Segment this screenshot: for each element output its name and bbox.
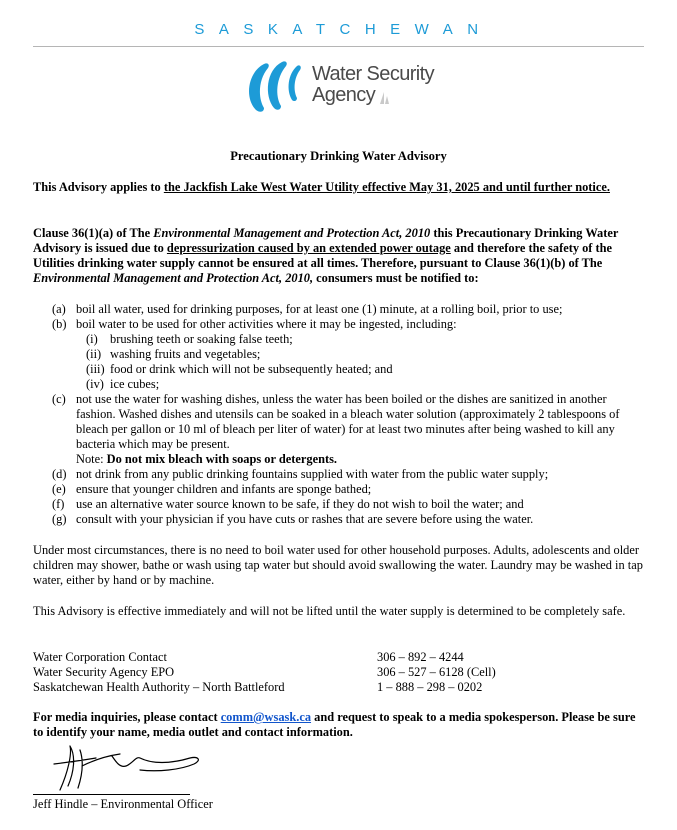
list-label: (d): [52, 467, 67, 481]
sub-label: (ii): [86, 347, 102, 361]
sail-mark-icon: [378, 90, 390, 104]
list-text: boil water to be used for other activities where it may be ingested, including:: [76, 317, 457, 331]
contact-phone: 1 – 888 – 298 – 0202: [377, 680, 483, 694]
list-text: use an alternative water source known to be safe, if they do not wish to boil the water; and: [76, 497, 524, 511]
clause-act-2: Environmental Management and Protection Act, 2010,: [33, 271, 314, 285]
contact-phone: 306 – 892 – 4244: [377, 650, 464, 664]
list-label: (b): [52, 317, 67, 331]
sub-label: (i): [86, 332, 98, 346]
media-paragraph: [33, 710, 643, 740]
applies-utility: the Jackfish Lake West Water Utility effective May 31, 2025 and until further notice.: [163, 180, 610, 194]
clause-part-1: Clause 36(1)(a) of The: [33, 226, 154, 240]
list-item-c-note: [52, 452, 642, 467]
list-label: (c): [52, 392, 66, 406]
list-item-d: [52, 467, 642, 482]
list-text: consult with your physician if you have cuts or rashes that are severe before using the water.: [76, 512, 534, 526]
media-part-2: and request to speak to a media spokesperson. Please be sure to identify your name, media outlet and contact information.: [33, 710, 636, 739]
sub-text: washing fruits and vegetables;: [110, 347, 261, 361]
effective-paragraph: This Advisory is effective immediately and will not be lifted until the water supply is determined to be completely safe.: [33, 604, 626, 618]
note-warning: Do not mix bleach with soaps or detergents.: [106, 452, 338, 466]
sub-item-iii: [52, 362, 642, 377]
list-item-a: [52, 302, 642, 317]
list-item-c: [52, 392, 642, 452]
wsa-logo: [242, 58, 442, 118]
water-drop-logo-icon: [242, 58, 306, 118]
applies-prefix: This Advisory applies to: [33, 180, 164, 194]
clause-cause: depressurization caused by an extended power outage: [166, 241, 451, 255]
province-wordmark: SASKATCHEWAN: [194, 21, 493, 38]
signature-image: [40, 742, 210, 794]
clause-paragraph: [33, 226, 643, 286]
list-text: ensure that younger children and infants are sponge bathed;: [76, 482, 372, 496]
list-label: (e): [52, 482, 66, 496]
list-text: not use the water for washing dishes, unless the water has been boiled or the dishes are sanitized in another fashion. Washed dishes and utensils can be soaked in a bleach water solution (approximately 2 tablespoons of bleach per gallon or 10 ml of bleach per liter of water) for at least two minutes after being washed to kill any bacteria which may be present.: [76, 392, 620, 451]
applies-paragraph: [33, 180, 643, 195]
sub-text: brushing teeth or soaking false teeth;: [110, 332, 293, 346]
clause-act-1: Environmental Management and Protection Act, 2010: [153, 226, 431, 240]
logo-wordmark: [312, 64, 434, 106]
clause-part-3: and therefore the safety of the Utilities drinking water supply cannot be ensured at all times. Therefore, pursuant to Clause 36(1)(b) of The: [33, 241, 613, 270]
logo-line-2: [312, 85, 434, 106]
sub-item-i: [52, 332, 642, 347]
header-divider: [33, 46, 644, 47]
contact-list: [33, 650, 643, 695]
clause-part-2: this Precautionary Drinking Water Advisory is issued due to: [33, 226, 619, 255]
list-text: not drink from any public drinking fountains supplied with water from the public water supply;: [76, 467, 549, 481]
advisory-title: Precautionary Drinking Water Advisory: [230, 149, 447, 163]
contact-row: [33, 665, 643, 680]
list-item-g: [52, 512, 642, 527]
media-part-1: For media inquiries, please contact: [33, 710, 221, 724]
signatory-name: Jeff Hindle – Environmental Officer: [33, 797, 213, 811]
list-text: boil all water, used for drinking purposes, for at least one (1) minute, at a rolling boil, prior to use;: [76, 302, 563, 316]
list-label: (g): [52, 512, 67, 526]
list-label: (a): [52, 302, 66, 316]
sub-item-ii: [52, 347, 642, 362]
contact-row: [33, 650, 643, 665]
note-prefix: Note:: [76, 452, 107, 466]
signature-line: [33, 794, 190, 795]
contact-row: [33, 680, 643, 695]
sub-label: (iv): [86, 377, 104, 391]
list-item-f: [52, 497, 642, 512]
clause-part-4: consumers must be notified to:: [313, 271, 479, 285]
contact-phone: 306 – 527 – 6128 (Cell): [377, 665, 496, 679]
sub-label: (iii): [86, 362, 105, 376]
list-item-e: [52, 482, 642, 497]
media-email-link[interactable]: comm@wsask.ca: [220, 710, 312, 724]
logo-line-2-text: Agency: [312, 84, 376, 106]
circumstances-paragraph: Under most circumstances, there is no need to boil water used for other household purposes. Adults, adolescents and older children may shower, bathe or wash using tap water but should avoid swallowing the water. Laundry may be washed in tap water, either by hand or by machine.: [33, 543, 643, 587]
contact-name: Saskatchewan Health Authority – North Battleford: [33, 680, 285, 694]
list-item-b: [52, 317, 642, 332]
contact-name: Water Security Agency EPO: [33, 665, 175, 679]
contact-name: Water Corporation Contact: [33, 650, 167, 664]
logo-line-1: Water Security: [312, 63, 435, 85]
notification-list: [52, 302, 642, 527]
sub-item-iv: [52, 377, 642, 392]
sub-text: food or drink which will not be subsequently heated; and: [110, 362, 393, 376]
sub-text: ice cubes;: [110, 377, 160, 391]
list-label: (f): [52, 497, 65, 511]
